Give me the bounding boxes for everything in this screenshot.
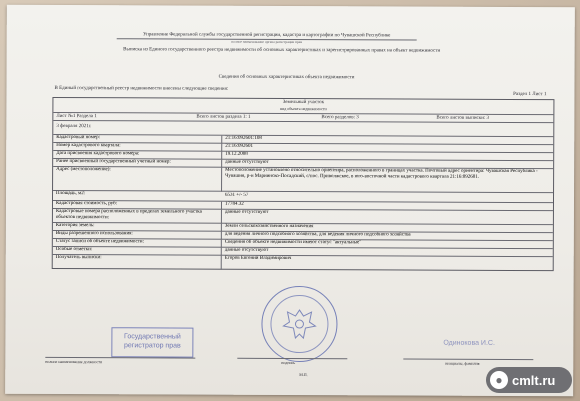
row-value: 21:16:092601 [225,143,254,149]
sheet-number: Лист №1 Раздела 1 [56,113,97,120]
row-value: данные отсутствуют [225,159,269,165]
row-label: Получатель выписки: [55,254,102,261]
row-label: Особые отметки: [55,246,93,253]
row-value: Местоположение установлено относительно ориентира, расположенного в границах участка. Почтовый адрес ориентира: Чувашская Республика - Чувашия, р-н Мариинско-Посадский, с/пос. Приволжское, в юго-восточной части кадастрового квартала 21:16:092601. [225,167,538,180]
table-row [53,254,553,271]
row-value: для ведения личного подсобного хозяйства, для ведения личного подсобного хозяйства [224,231,411,238]
agency-caption: полное наименование органа регистрации прав [231,39,302,45]
row-value: Егоров Евгений Владимирович [224,255,292,262]
section-label: Раздел 1 Лист 1 [513,91,547,98]
section-heading: Сведения об основных характеристиках объекта недвижимости [218,74,355,81]
object-type-caption: вид объекта недвижимости [280,105,327,112]
row-value: Сведения об объекте недвижимости имеют статус "актуальные" [224,239,362,246]
sheets-in-section: Всего листов раздела 1: 1 [196,114,251,120]
row-label: Кадастровый номер: [56,134,101,141]
table-row [53,166,553,193]
sections-total: Всего разделов: 3 [321,115,359,121]
watermark-text: cmlt.ru [512,372,556,388]
row-value: 6531 +/- 57 [225,192,249,198]
row-value: данные отсутствуют [224,247,269,253]
row-label: Кадастровые номера расположенных в пределах земельного участка объектов недвижимости: [55,208,202,221]
object-type: Земельный участок [282,99,325,106]
row-value: Земли сельскохозяйственного назначения [224,223,314,230]
watermark-badge [486,367,572,393]
row-label: Виды разрешенного использования: [55,230,133,237]
row-value: 21:16:092601:108 [225,135,262,141]
signature-caption: подпись [281,359,296,366]
intro-text: В Единый государственный реестр недвижимости внесены следующие сведения: [54,85,229,92]
camera-icon: ● [490,371,508,389]
document-title: Выписка из Единого государственного реестра недвижимости об основных характеристиках и зарегистрированных правах на объект недвижимости [123,47,441,54]
row-label: Площадь, м2: [56,190,86,197]
characteristics-table [52,97,555,271]
row-label: Кадастровая стоимость, руб: [55,200,118,207]
row-label: Номер кадастрового квартала: [56,142,121,149]
double-eagle-icon [271,296,327,352]
row-label: Ранее присвоенный государственный учетный номер: [56,158,171,165]
signer-name: Одинокова И.С. [443,339,495,347]
row-label: Статус записи об объекте недвижимости: [55,238,144,245]
seal-emblem [270,295,328,353]
row-label: Категория земель: [55,222,95,229]
seal-caption: М.П. [299,372,308,378]
row-label: Дата присвоения кадастрового номера: [56,150,140,157]
row-label: Адрес (местоположение): [56,166,111,173]
position-caption: полное наименование должности [45,358,103,365]
statement-date: 3 февраля 2021г. [56,123,92,130]
registrar-stamp: Государственный регистратор прав [111,327,193,357]
name-caption: инициалы, фамилия [445,360,480,366]
document-sheet [5,5,575,396]
row-value: 17784.32 [224,201,244,207]
row-value: данные отсутствуют [224,209,269,215]
official-seal [261,286,337,362]
row-value: 19.12.2008 [225,151,248,157]
sheets-total: Всего листов выписки: 3 [436,115,490,121]
agency-name: Управление Федеральной службы государственной регистрации, кадастра и картографии по Чувашской Республике [117,32,417,40]
